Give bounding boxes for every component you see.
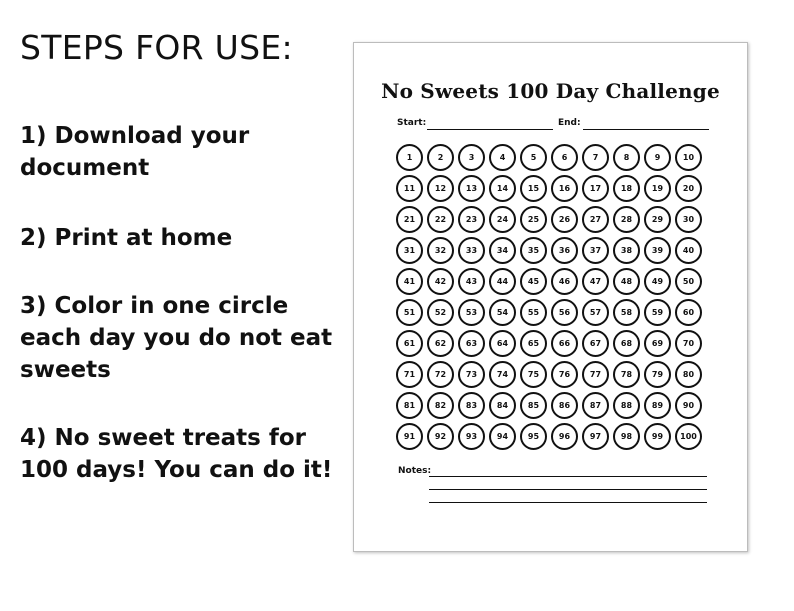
- day-circle: 39: [644, 237, 671, 264]
- day-circle: 86: [551, 392, 578, 419]
- day-circle: 5: [520, 144, 547, 171]
- day-circle: 72: [427, 361, 454, 388]
- printable-sheet: [353, 42, 748, 552]
- day-circle: 61: [396, 330, 423, 357]
- day-circle: 60: [675, 299, 702, 326]
- day-circle: 34: [489, 237, 516, 264]
- day-circle: 99: [644, 423, 671, 450]
- day-circle: 7: [582, 144, 609, 171]
- day-circle: 93: [458, 423, 485, 450]
- day-circle: 35: [520, 237, 547, 264]
- day-circle: 88: [613, 392, 640, 419]
- step-print: 2) Print at home: [20, 225, 233, 251]
- day-circle: 40: [675, 237, 702, 264]
- day-circle: 59: [644, 299, 671, 326]
- day-circle: 14: [489, 175, 516, 202]
- day-circle: 19: [644, 175, 671, 202]
- day-circle: 46: [551, 268, 578, 295]
- day-circle: 21: [396, 206, 423, 233]
- day-circle: 8: [613, 144, 640, 171]
- day-circle: 9: [644, 144, 671, 171]
- day-circle: 44: [489, 268, 516, 295]
- day-circle: 47: [582, 268, 609, 295]
- end-line: [583, 129, 709, 130]
- notes-line-2: [429, 489, 707, 490]
- start-line: [427, 129, 553, 130]
- day-circle: 68: [613, 330, 640, 357]
- day-circle: 27: [582, 206, 609, 233]
- day-circle: 70: [675, 330, 702, 357]
- day-circle: 89: [644, 392, 671, 419]
- day-circle: 10: [675, 144, 702, 171]
- day-circle: 43: [458, 268, 485, 295]
- day-circle: 58: [613, 299, 640, 326]
- day-circle: 74: [489, 361, 516, 388]
- step-color: 3) Color in one circle each day you do not eat sweets: [20, 293, 333, 383]
- day-circle: 71: [396, 361, 423, 388]
- day-circle: 24: [489, 206, 516, 233]
- day-circle: 37: [582, 237, 609, 264]
- notes-label: Notes:: [398, 466, 432, 476]
- day-circle: 29: [644, 206, 671, 233]
- day-circle: 26: [551, 206, 578, 233]
- day-circle: 69: [644, 330, 671, 357]
- steps-panel: [20, 28, 340, 483]
- day-circle: 82: [427, 392, 454, 419]
- day-circle: 28: [613, 206, 640, 233]
- day-circle: 66: [551, 330, 578, 357]
- day-circle: 84: [489, 392, 516, 419]
- day-circle: 97: [582, 423, 609, 450]
- day-circle: 36: [551, 237, 578, 264]
- day-circle: 6: [551, 144, 578, 171]
- day-circle: 2: [427, 144, 454, 171]
- day-circle: 75: [520, 361, 547, 388]
- day-circle: 22: [427, 206, 454, 233]
- day-circle: 85: [520, 392, 547, 419]
- day-circle: 91: [396, 423, 423, 450]
- step-no-treats: 4) No sweet treats for 100 days! You can do it!: [20, 425, 333, 483]
- day-circle: 96: [551, 423, 578, 450]
- day-circle: 94: [489, 423, 516, 450]
- day-circle: 95: [520, 423, 547, 450]
- day-circle-grid: [394, 142, 714, 452]
- notes-line-1: [429, 476, 707, 477]
- day-circle: 81: [396, 392, 423, 419]
- day-circle: 38: [613, 237, 640, 264]
- sheet-title: No Sweets 100 Day Challenge: [381, 79, 720, 103]
- day-circle: 18: [613, 175, 640, 202]
- day-circle: 30: [675, 206, 702, 233]
- day-circle: 79: [644, 361, 671, 388]
- day-circle: 54: [489, 299, 516, 326]
- day-circle: 11: [396, 175, 423, 202]
- day-circle: 98: [613, 423, 640, 450]
- day-circle: 31: [396, 237, 423, 264]
- day-circle: 32: [427, 237, 454, 264]
- day-circle: 48: [613, 268, 640, 295]
- steps-heading: STEPS FOR USE:: [20, 28, 293, 67]
- day-circle: 50: [675, 268, 702, 295]
- day-circle: 42: [427, 268, 454, 295]
- day-circle: 55: [520, 299, 547, 326]
- day-circle: 45: [520, 268, 547, 295]
- day-circle: 100: [675, 423, 702, 450]
- end-label: End:: [558, 118, 581, 128]
- day-circle: 67: [582, 330, 609, 357]
- day-circle: 23: [458, 206, 485, 233]
- day-circle: 92: [427, 423, 454, 450]
- day-circle: 13: [458, 175, 485, 202]
- day-circle: 63: [458, 330, 485, 357]
- day-circle: 65: [520, 330, 547, 357]
- day-circle: 76: [551, 361, 578, 388]
- day-circle: 80: [675, 361, 702, 388]
- day-circle: 12: [427, 175, 454, 202]
- day-circle: 90: [675, 392, 702, 419]
- day-circle: 16: [551, 175, 578, 202]
- day-circle: 49: [644, 268, 671, 295]
- day-circle: 1: [396, 144, 423, 171]
- day-circle: 53: [458, 299, 485, 326]
- day-circle: 57: [582, 299, 609, 326]
- day-circle: 3: [458, 144, 485, 171]
- step-download: 1) Download your document: [20, 123, 250, 181]
- day-circle: 17: [582, 175, 609, 202]
- day-circle: 62: [427, 330, 454, 357]
- day-circle: 25: [520, 206, 547, 233]
- notes-line-3: [429, 502, 707, 503]
- start-label: Start:: [397, 118, 427, 128]
- day-circle: 83: [458, 392, 485, 419]
- day-circle: 56: [551, 299, 578, 326]
- day-circle: 51: [396, 299, 423, 326]
- day-circle: 73: [458, 361, 485, 388]
- day-circle: 4: [489, 144, 516, 171]
- day-circle: 33: [458, 237, 485, 264]
- day-circle: 77: [582, 361, 609, 388]
- day-circle: 20: [675, 175, 702, 202]
- day-circle: 15: [520, 175, 547, 202]
- day-circle: 87: [582, 392, 609, 419]
- day-circle: 52: [427, 299, 454, 326]
- day-circle: 64: [489, 330, 516, 357]
- day-circle: 78: [613, 361, 640, 388]
- day-circle: 41: [396, 268, 423, 295]
